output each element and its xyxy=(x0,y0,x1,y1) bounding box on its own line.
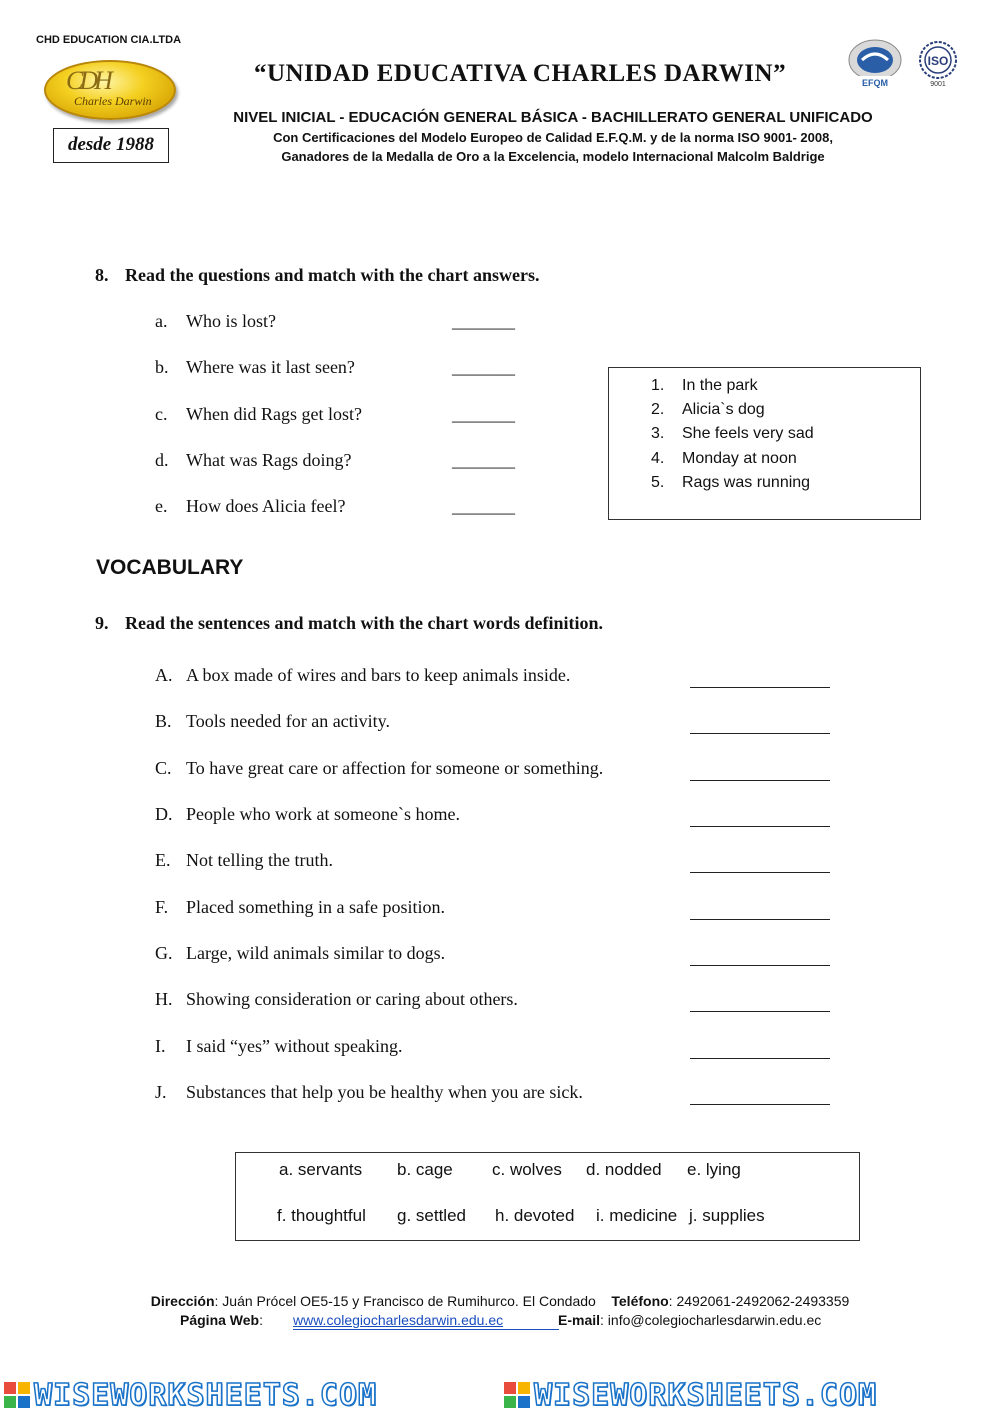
sentence-letter: I. xyxy=(155,1036,166,1056)
section-8-heading xyxy=(95,265,540,286)
answer-number: 2. xyxy=(651,401,665,419)
web-label: Página Web xyxy=(180,1312,260,1328)
word-option: j. supplies xyxy=(689,1206,765,1225)
website-underline xyxy=(293,1329,559,1330)
sentence-item xyxy=(155,665,715,686)
answer-option xyxy=(651,447,814,471)
definition-blank-e[interactable] xyxy=(690,871,830,873)
website-link[interactable]: www.colegiocharlesdarwin.edu.ec xyxy=(293,1312,504,1328)
address-label: Dirección xyxy=(150,1293,215,1309)
question-letter: a. xyxy=(155,311,168,331)
answer-blank-e[interactable]: _______ xyxy=(452,496,515,516)
sentence-text: To have great care or affection for someone or something. xyxy=(186,758,604,778)
company-name: CHD EDUCATION CIA.LTDA xyxy=(36,34,182,46)
question-item xyxy=(155,311,715,332)
sentence-letter: F. xyxy=(155,897,169,917)
answer-option xyxy=(651,398,814,422)
word-option: i. medicine xyxy=(596,1206,678,1225)
wise-badge-icon xyxy=(504,1382,530,1408)
answer-text: Alicia`s dog xyxy=(682,401,765,419)
question-text: When did Rags get lost? xyxy=(186,404,362,424)
definition-blank-f[interactable] xyxy=(690,918,830,920)
answer-option xyxy=(651,471,814,495)
school-title: “UNIDAD EDUCATIVA CHARLES DARWIN” xyxy=(253,60,787,87)
definition-blank-h[interactable] xyxy=(690,1010,830,1012)
word-option: e. lying xyxy=(687,1160,741,1179)
efqm-label: EFQM xyxy=(862,78,888,88)
sentence-letter: H. xyxy=(155,989,173,1009)
web-separator: : xyxy=(259,1312,263,1328)
address-value: : Juán Prócel OE5-15 y Francisco de Rumihurco. El Condado xyxy=(214,1293,596,1309)
phone-label: Teléfono xyxy=(611,1293,669,1309)
sentence-text: Not telling the truth. xyxy=(186,850,333,870)
sentence-item xyxy=(155,758,715,779)
school-logo: CDH Charles Darwin xyxy=(44,60,176,120)
definition-blank-b[interactable] xyxy=(690,732,830,734)
definition-blank-i[interactable] xyxy=(690,1057,830,1059)
sentence-letter: A. xyxy=(155,665,173,685)
sentence-item xyxy=(155,943,715,964)
question-text: Where was it last seen? xyxy=(186,357,355,377)
answer-text: She feels very sad xyxy=(682,425,814,443)
definition-blank-j[interactable] xyxy=(690,1103,830,1105)
answer-blank-d[interactable]: _______ xyxy=(452,450,515,470)
logo-text: Charles Darwin xyxy=(74,94,152,108)
email-value: : info@colegiocharlesdarwin.edu.ec xyxy=(600,1312,822,1328)
sentence-item xyxy=(155,804,715,825)
answer-number: 4. xyxy=(651,449,665,467)
sentence-text: Large, wild animals similar to dogs. xyxy=(186,943,446,963)
sentence-letter: D. xyxy=(155,804,173,824)
question-letter: b. xyxy=(155,357,169,377)
sentence-text: Placed something in a safe position. xyxy=(186,897,445,917)
iso-label: ISO xyxy=(927,54,949,68)
sentence-text: Showing consideration or caring about others. xyxy=(186,989,518,1009)
section-8-instruction: Read the questions and match with the chart answers. xyxy=(125,265,540,285)
section-9-heading xyxy=(95,613,603,634)
sentence-item xyxy=(155,1036,715,1057)
sentence-text: Substances that help you be healthy when you are sick. xyxy=(186,1082,583,1102)
email-label: E-mail xyxy=(558,1312,601,1328)
since-badge: desde 1988 xyxy=(53,128,169,163)
answer-number: 5. xyxy=(651,473,665,491)
certifications-line-2: Ganadores de la Medalla de Oro a la Excelencia, modelo Internacional Malcolm Baldrige xyxy=(281,149,825,164)
word-option: c. wolves xyxy=(492,1160,562,1179)
answer-option xyxy=(651,422,814,446)
sentence-text: People who work at someone`s home. xyxy=(186,804,460,824)
sentence-item xyxy=(155,1082,715,1103)
footer-contact-line xyxy=(180,1312,880,1328)
answer-text: Rags was running xyxy=(682,473,811,491)
efqm-logo-icon xyxy=(846,38,904,90)
word-option: d. nodded xyxy=(586,1160,662,1179)
word-option: b. cage xyxy=(397,1160,453,1179)
answer-text: Monday at noon xyxy=(682,449,797,467)
sentence-letter: B. xyxy=(155,711,172,731)
sentence-item xyxy=(155,711,715,732)
word-option: h. devoted xyxy=(495,1206,575,1225)
watermark-text: WISEWORKSHEETS.COM xyxy=(34,1378,378,1413)
sentence-text: Tools needed for an activity. xyxy=(186,711,391,731)
word-option: f. thoughtful xyxy=(277,1206,366,1225)
answer-number: 1. xyxy=(651,377,665,394)
definition-blank-g[interactable] xyxy=(690,964,830,966)
sentence-letter: G. xyxy=(155,943,173,963)
watermark-strip xyxy=(0,1378,1000,1413)
answer-number: 3. xyxy=(651,425,665,443)
wise-badge-icon xyxy=(4,1382,30,1408)
words-chart xyxy=(235,1152,860,1241)
word-option: g. settled xyxy=(397,1206,466,1225)
sentence-letter: C. xyxy=(155,758,172,778)
word-option: a. servants xyxy=(279,1160,363,1179)
sentence-text: A box made of wires and bars to keep animals inside. xyxy=(186,665,571,685)
footer-address-line xyxy=(0,1293,1000,1309)
answer-blank-c[interactable]: _______ xyxy=(452,404,515,424)
answer-option xyxy=(651,374,814,398)
section-9-number: 9. xyxy=(95,613,109,633)
question-letter: c. xyxy=(155,404,168,424)
question-letter: e. xyxy=(155,496,168,516)
education-levels: NIVEL INICIAL - EDUCACIÓN GENERAL BÁSICA - BACHILLERATO GENERAL UNIFICADO xyxy=(233,109,873,126)
watermark-text: WISEWORKSHEETS.COM xyxy=(534,1378,878,1413)
certifications-line-1: Con Certificaciones del Modelo Europeo de Calidad E.F.Q.M. y de la norma ISO 9001- 2008, xyxy=(273,130,833,145)
sentence-item xyxy=(155,850,715,871)
question-text: How does Alicia feel? xyxy=(186,496,346,516)
answers-chart xyxy=(608,367,921,520)
phone-value: : 2492061-2492062-2493359 xyxy=(668,1293,850,1309)
sentence-item xyxy=(155,989,715,1010)
section-8-number: 8. xyxy=(95,265,109,285)
definition-blank-c[interactable] xyxy=(690,779,830,781)
vocabulary-heading: VOCABULARY xyxy=(96,556,244,579)
iso-number: 9001 xyxy=(930,81,946,88)
answer-text: In the park xyxy=(682,377,758,394)
definition-blank-a[interactable] xyxy=(690,686,830,688)
answer-blank-a[interactable]: _______ xyxy=(452,311,515,331)
definition-blank-d[interactable] xyxy=(690,825,830,827)
sentence-letter: E. xyxy=(155,850,171,870)
section-9-instruction: Read the sentences and match with the chart words definition. xyxy=(125,613,603,633)
question-text: What was Rags doing? xyxy=(186,450,352,470)
answer-blank-b[interactable]: _______ xyxy=(452,357,515,377)
question-text: Who is lost? xyxy=(186,311,276,331)
question-letter: d. xyxy=(155,450,169,470)
iso-logo-icon xyxy=(918,40,958,88)
email-line xyxy=(558,1312,821,1328)
sentence-text: I said “yes” without speaking. xyxy=(186,1036,403,1056)
sentence-letter: J. xyxy=(155,1082,167,1102)
sentence-item xyxy=(155,897,715,918)
